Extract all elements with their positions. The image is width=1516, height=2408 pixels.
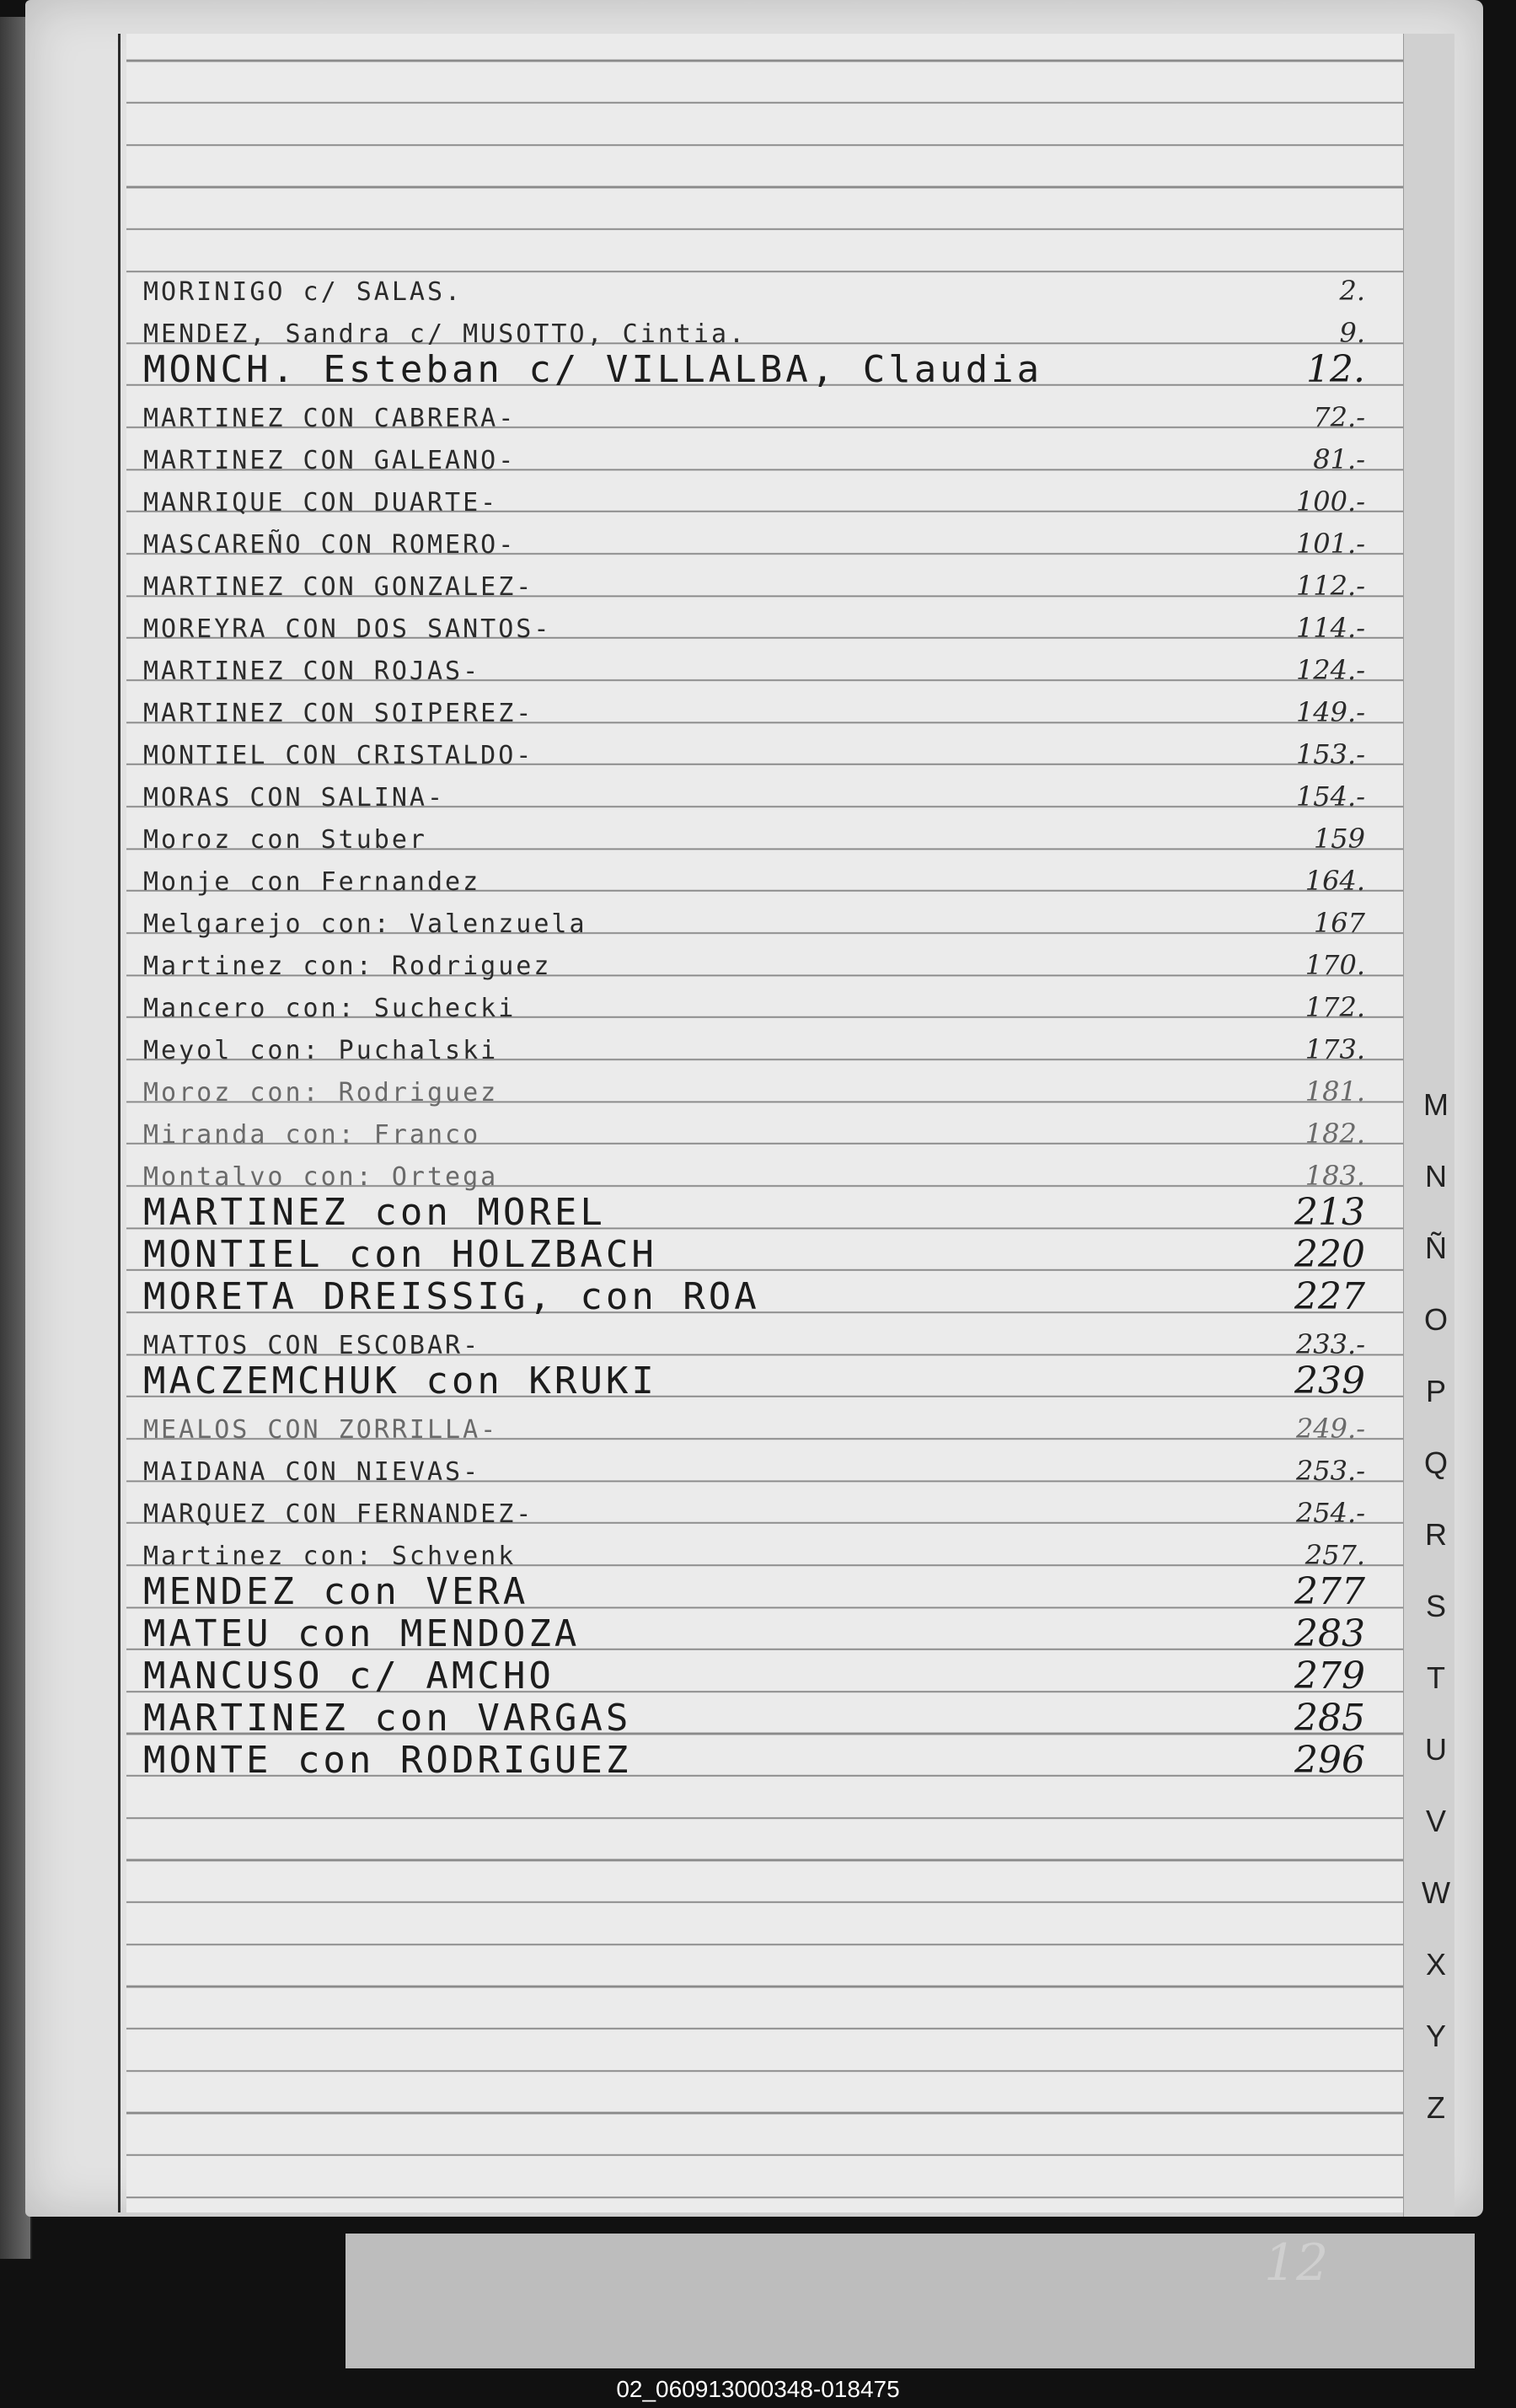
entry-name: MARTINEZ CON SOIPEREZ-	[143, 699, 534, 728]
entry-page-number: 249.-	[1295, 1413, 1365, 1445]
margin-line	[118, 34, 121, 2212]
entry-name: MENDEZ, Sandra c/ MUSOTTO, Cintia.	[143, 319, 747, 349]
index-entry	[143, 394, 1382, 437]
entry-page-number: 227	[1294, 1275, 1365, 1318]
index-entry	[143, 774, 1382, 816]
entry-page-number: 173.	[1304, 1033, 1365, 1065]
index-entry	[143, 1069, 1382, 1111]
entry-page-number: 12.	[1306, 348, 1365, 391]
entry-page-number: 149.-	[1295, 696, 1365, 728]
index-entry	[143, 437, 1382, 479]
index-entry	[143, 1027, 1382, 1069]
entry-page-number: 124.-	[1295, 654, 1365, 686]
entry-name: MENDEZ con VERA	[143, 1570, 529, 1613]
entry-page-number: 254.-	[1295, 1497, 1365, 1529]
index-entry	[143, 689, 1382, 732]
entry-page-number: 296	[1294, 1739, 1365, 1782]
entry-name: Moroz con: Rodriguez	[143, 1078, 499, 1107]
index-entry	[143, 348, 1382, 394]
entry-page-number: 100.-	[1295, 485, 1365, 518]
entry-name: MONTE con RODRIGUEZ	[143, 1739, 632, 1782]
index-entry	[143, 647, 1382, 689]
entry-name: Mancero con: Suchecki	[143, 994, 517, 1023]
index-entry	[143, 984, 1382, 1027]
entry-name: MORETA DREISSIG, con ROA	[143, 1275, 760, 1318]
index-letter: T	[1427, 1660, 1445, 1695]
entry-page-number: 279	[1294, 1654, 1365, 1697]
entry-name: MOREYRA CON DOS SANTOS-	[143, 614, 552, 644]
index-entry	[143, 1697, 1382, 1743]
index-letter: O	[1423, 1302, 1448, 1337]
index-letter: Q	[1423, 1445, 1448, 1480]
entry-name: Meyol con: Puchalski	[143, 1036, 499, 1065]
index-entry	[143, 1191, 1382, 1237]
entry-name: MANCUSO c/ AMCHO	[143, 1654, 554, 1697]
entry-name: MONTIEL CON CRISTALDO-	[143, 741, 534, 770]
index-entry	[143, 310, 1382, 352]
entry-page-number: 114.-	[1295, 612, 1365, 644]
alphabet-index	[1416, 1087, 1456, 2162]
index-entry	[143, 1570, 1382, 1617]
entry-name: MARTINEZ con MOREL	[143, 1191, 606, 1234]
index-letter: M	[1423, 1087, 1449, 1122]
index-entry	[143, 1322, 1382, 1364]
entry-page-number: 172.	[1304, 991, 1365, 1023]
entry-page-number: 285	[1294, 1697, 1365, 1740]
index-entry	[143, 816, 1382, 858]
index-letter: U	[1425, 1732, 1447, 1767]
index-entry	[143, 1739, 1382, 1785]
entry-name: MANRIQUE CON DUARTE-	[143, 488, 499, 518]
entry-page-number: 233.-	[1295, 1328, 1365, 1360]
index-entry	[143, 900, 1382, 942]
entry-page-number: 164.	[1304, 865, 1365, 897]
entry-name: Monje con Fernandez	[143, 867, 481, 897]
index-letter: W	[1422, 1875, 1450, 1910]
entry-page-number: 181.	[1304, 1075, 1365, 1107]
entry-page-number: 283	[1294, 1612, 1365, 1655]
entry-name: MARQUEZ CON FERNANDEZ-	[143, 1499, 534, 1529]
entry-name: MORINIGO c/ SALAS.	[143, 277, 463, 307]
entry-name: MARTINEZ CON GALEANO-	[143, 446, 517, 475]
index-letter: X	[1425, 1947, 1446, 1982]
entry-name: MARTINEZ CON CABRERA-	[143, 404, 517, 433]
entry-name: MATTOS CON ESCOBAR-	[143, 1331, 481, 1360]
entry-name: MARTINEZ CON GONZALEZ-	[143, 572, 534, 602]
entry-name: MATEU con MENDOZA	[143, 1612, 581, 1655]
entry-page-number: 153.-	[1295, 738, 1365, 770]
entry-name: MARTINEZ CON ROJAS-	[143, 657, 481, 686]
entry-name: Martinez con: Rodriguez	[143, 952, 552, 981]
index-letter: P	[1425, 1374, 1446, 1408]
entry-name: Moroz con Stuber	[143, 825, 427, 855]
index-entry	[143, 268, 1382, 310]
entry-page-number: 9.	[1339, 317, 1365, 349]
entry-name: Martinez con: Schvenk	[143, 1542, 517, 1571]
entry-name: MACZEMCHUK con KRUKI	[143, 1360, 657, 1402]
index-entry	[143, 479, 1382, 521]
entry-page-number: 182.	[1304, 1118, 1365, 1150]
index-entry	[143, 1448, 1382, 1490]
index-letter: R	[1425, 1517, 1447, 1552]
entry-page-number: 220	[1294, 1233, 1365, 1276]
entry-page-number: 170.	[1304, 949, 1365, 981]
index-entry	[143, 1612, 1382, 1659]
entry-page-number: 154.-	[1295, 780, 1365, 812]
entry-name: MORAS CON SALINA-	[143, 783, 446, 812]
index-letter: N	[1425, 1159, 1447, 1193]
index-entry	[143, 1406, 1382, 1448]
index-entry	[143, 1490, 1382, 1532]
index-entry	[143, 942, 1382, 984]
index-entry	[143, 1233, 1382, 1279]
entry-page-number: 183.	[1304, 1160, 1365, 1192]
entry-page-number: 239	[1294, 1360, 1365, 1402]
entry-page-number: 2.	[1339, 275, 1365, 307]
cover-marking: 12	[1264, 2234, 1329, 2293]
index-entry	[143, 1275, 1382, 1322]
entry-name: Miranda con: Franco	[143, 1120, 481, 1150]
index-letter: Y	[1425, 2019, 1446, 2053]
index-entry	[143, 605, 1382, 647]
entry-page-number: 257.	[1304, 1539, 1365, 1571]
index-entries	[143, 268, 1382, 1785]
entry-page-number: 167	[1313, 907, 1365, 939]
entry-page-number: 277	[1294, 1570, 1365, 1613]
entry-page-number: 213	[1294, 1191, 1365, 1234]
entry-name: MONTIEL con HOLZBACH	[143, 1233, 657, 1276]
entry-page-number: 101.-	[1295, 528, 1365, 560]
entry-name: Melgarejo con: Valenzuela	[143, 909, 587, 939]
index-entry	[143, 1532, 1382, 1574]
index-letter: Z	[1427, 2090, 1445, 2125]
entry-name: MEALOS CON ZORRILLA-	[143, 1415, 499, 1445]
index-entry	[143, 1111, 1382, 1153]
index-entry	[143, 858, 1382, 900]
entry-name: MONCH. Esteban c/ VILLALBA, Claudia	[143, 348, 1043, 391]
entry-name: Montalvo con: Ortega	[143, 1162, 499, 1192]
entry-page-number: 112.-	[1295, 570, 1365, 602]
index-entry	[143, 1654, 1382, 1701]
index-letter: Ñ	[1425, 1231, 1447, 1265]
index-entry	[143, 732, 1382, 774]
document-id: 02_060913000348-018475	[616, 2376, 900, 2402]
index-letter: V	[1425, 1804, 1446, 1838]
entry-page-number: 253.-	[1295, 1455, 1365, 1487]
index-letter: S	[1425, 1589, 1446, 1623]
entry-page-number: 72.-	[1313, 401, 1365, 433]
index-entry	[143, 521, 1382, 563]
index-entry	[143, 563, 1382, 605]
entry-page-number: 81.-	[1313, 443, 1365, 475]
index-entry	[143, 1153, 1382, 1195]
entry-name: MASCAREÑO CON ROMERO-	[143, 530, 517, 560]
entry-name: MAIDANA CON NIEVAS-	[143, 1457, 481, 1487]
entry-page-number: 159	[1313, 823, 1365, 855]
entry-name: MARTINEZ con VARGAS	[143, 1697, 632, 1740]
index-entry	[143, 1360, 1382, 1406]
